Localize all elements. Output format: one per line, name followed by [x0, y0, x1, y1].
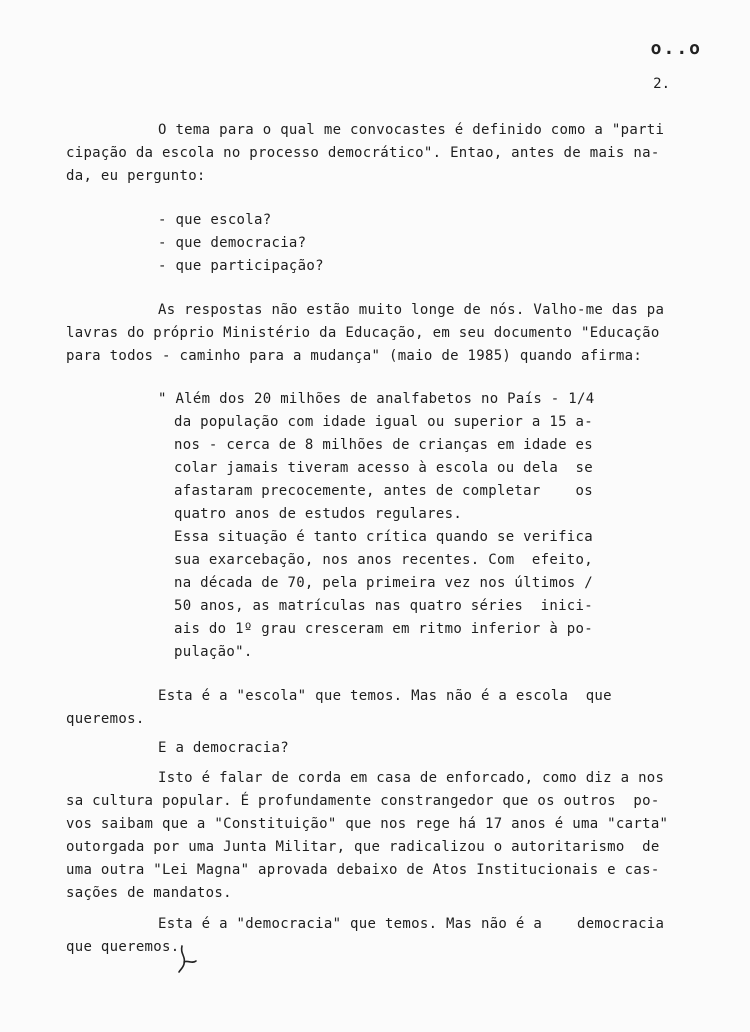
- text-line: queremos.: [66, 711, 145, 727]
- quote-line: ais do 1º grau cresceram em ritmo inferior à po-: [174, 621, 593, 637]
- text-line: Esta é a "democracia" que temos. Mas não é a democracia: [158, 916, 665, 932]
- text-line: uma outra "Lei Magna" aprovada debaixo de Atos Institucionais e cas-: [66, 862, 660, 878]
- quote-line: na década de 70, pela primeira vez nos últimos /: [174, 575, 593, 591]
- question-line: - que democracia?: [158, 235, 307, 251]
- page-number: 2.: [653, 76, 670, 92]
- quote-line: nos - cerca de 8 milhões de crianças em idade es: [174, 437, 593, 453]
- quote-line: " Além dos 20 milhões de analfabetos no País - 1/4: [158, 391, 595, 407]
- text-line: O tema para o qual me convocastes é definido como a "parti: [158, 122, 665, 138]
- text-line: que queremos.: [66, 939, 180, 955]
- text-line: sa cultura popular. É profundamente constrangedor que os outros po-: [66, 793, 660, 809]
- text-line: Isto é falar de corda em casa de enforcado, como diz a nos: [158, 770, 665, 786]
- quote-line: quatro anos de estudos regulares.: [174, 506, 463, 522]
- text-line: sações de mandatos.: [66, 885, 232, 901]
- text-line: da, eu pergunto:: [66, 168, 206, 184]
- quote-line: da população com idade igual ou superior a 15 a-: [174, 414, 593, 430]
- quote-line: 50 anos, as matrículas nas quatro séries inici-: [174, 598, 593, 614]
- text-line: cipação da escola no processo democrático". Entao, antes de mais na-: [66, 145, 660, 161]
- text-line: para todos - caminho para a mudança" (maio de 1985) quando afirma:: [66, 348, 643, 364]
- text-line: As respostas não estão muito longe de nós. Valho-me das pa: [158, 302, 665, 318]
- section-question: E a democracia?: [158, 740, 289, 756]
- handwritten-initial-mark: [176, 944, 200, 974]
- text-line: vos saibam que a "Constituição" que nos rege há 17 anos é uma "carta": [66, 816, 669, 832]
- quote-line: sua exarcebação, nos anos recentes. Com efeito,: [174, 552, 593, 568]
- corner-mark: o..o: [650, 38, 702, 59]
- question-line: - que escola?: [158, 212, 272, 228]
- text-line: Esta é a "escola" que temos. Mas não é a escola que: [158, 688, 612, 704]
- quote-line: pulação".: [174, 644, 253, 660]
- question-line: - que participação?: [158, 258, 324, 274]
- quote-line: colar jamais tiveram acesso à escola ou dela se: [174, 460, 593, 476]
- quote-line: Essa situação é tanto crítica quando se verifica: [174, 529, 593, 545]
- text-line: outorgada por uma Junta Militar, que radicalizou o autoritarismo de: [66, 839, 660, 855]
- quote-line: afastaram precocemente, antes de completar os: [174, 483, 593, 499]
- text-line: lavras do próprio Ministério da Educação, em seu documento "Educação: [66, 325, 660, 341]
